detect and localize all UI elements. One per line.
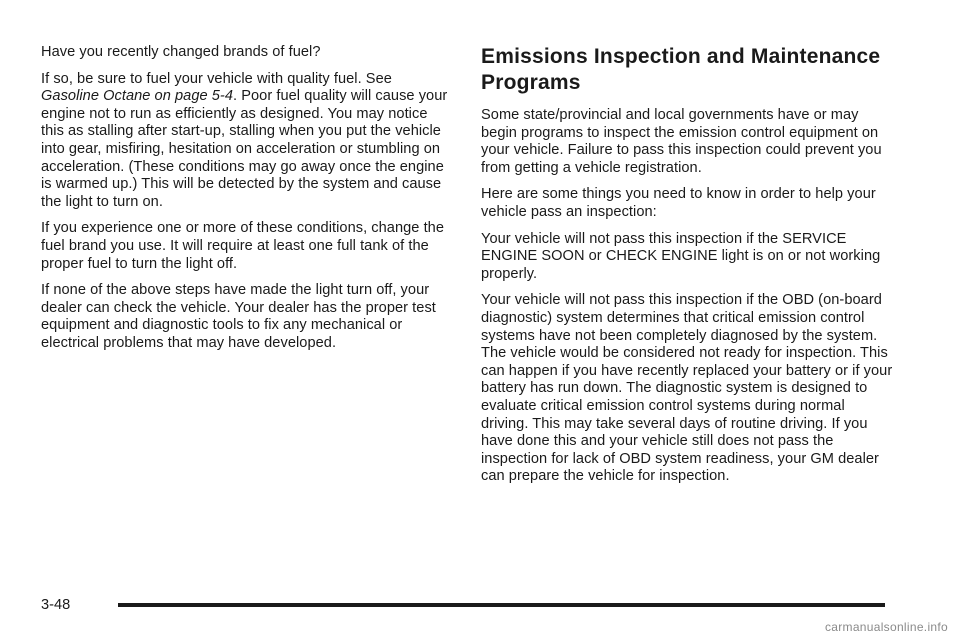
right-column bbox=[481, 44, 893, 495]
left-column bbox=[41, 44, 453, 362]
paragraph-things-to-know: Here are some things you need to know in order to help your vehicle pass an inspection: bbox=[481, 186, 876, 220]
page-number: 3-48 bbox=[41, 597, 71, 613]
paragraph-inspection-programs: Some state/provincial and local governments have or may begin programs to inspect the emission control equipment on your vehicle. Failure to pass this inspection could prevent you from getting a vehicle registration. bbox=[481, 107, 882, 176]
cross-reference-gasoline-octane: Gasoline Octane on page 5-4 bbox=[41, 88, 234, 105]
paragraph-dealer-check: If none of the above steps have made the light turn off, your dealer can check the vehicle. Your dealer has the proper test equipment and diagnostic tools to fix any mechanical or electrical problems that may have developed. bbox=[41, 282, 436, 351]
paragraph-obd-readiness: Your vehicle will not pass this inspection if the OBD (on-board diagnostic) system determines that critical emission control systems have not been completely diagnosed by the system. The vehicle would be considered not ready for inspection. This can happen if you have recently replaced your battery or if your battery has run down. The diagnostic system is designed to evaluate critical emission control systems during normal driving. This may take several days of routine driving. If you have done this and your vehicle still does not pass the inspection for lack of OBD system readiness, your GM dealer can prepare the vehicle for inspection. bbox=[481, 292, 893, 485]
paragraph-change-fuel-brand: If you experience one or more of these conditions, change the fuel brand you use. It will require at least one full tank of the proper fuel to turn the light off. bbox=[41, 220, 445, 272]
paragraph-fuel-quality bbox=[41, 71, 453, 212]
paragraph-fuel-brand-question: Have you recently changed brands of fuel? bbox=[41, 44, 321, 60]
watermark: carmanualsonline.info bbox=[824, 620, 948, 634]
paragraph-service-engine-light: Your vehicle will not pass this inspection if the SERVICE ENGINE SOON or CHECK ENGINE light is on or not working properly. bbox=[481, 230, 881, 282]
paragraph-fuel-quality-intro: If so, be sure to fuel your vehicle with quality fuel. See bbox=[41, 70, 392, 87]
section-heading-emissions-inspection: Emissions Inspection and Maintenance Programs bbox=[481, 45, 881, 94]
paragraph-fuel-quality-body: . Poor fuel quality will cause your engine not to run as efficiently as designed. You may notice this as stalling after start-up, stalling when you put the vehicle into gear, misfiring, hesitation on acceleration or stumbling on acceleration. (These conditions may go away once the engine is warmed up.) This will be detected by the system and cause the light to turn on. bbox=[41, 88, 448, 210]
footer-rule bbox=[118, 603, 885, 607]
